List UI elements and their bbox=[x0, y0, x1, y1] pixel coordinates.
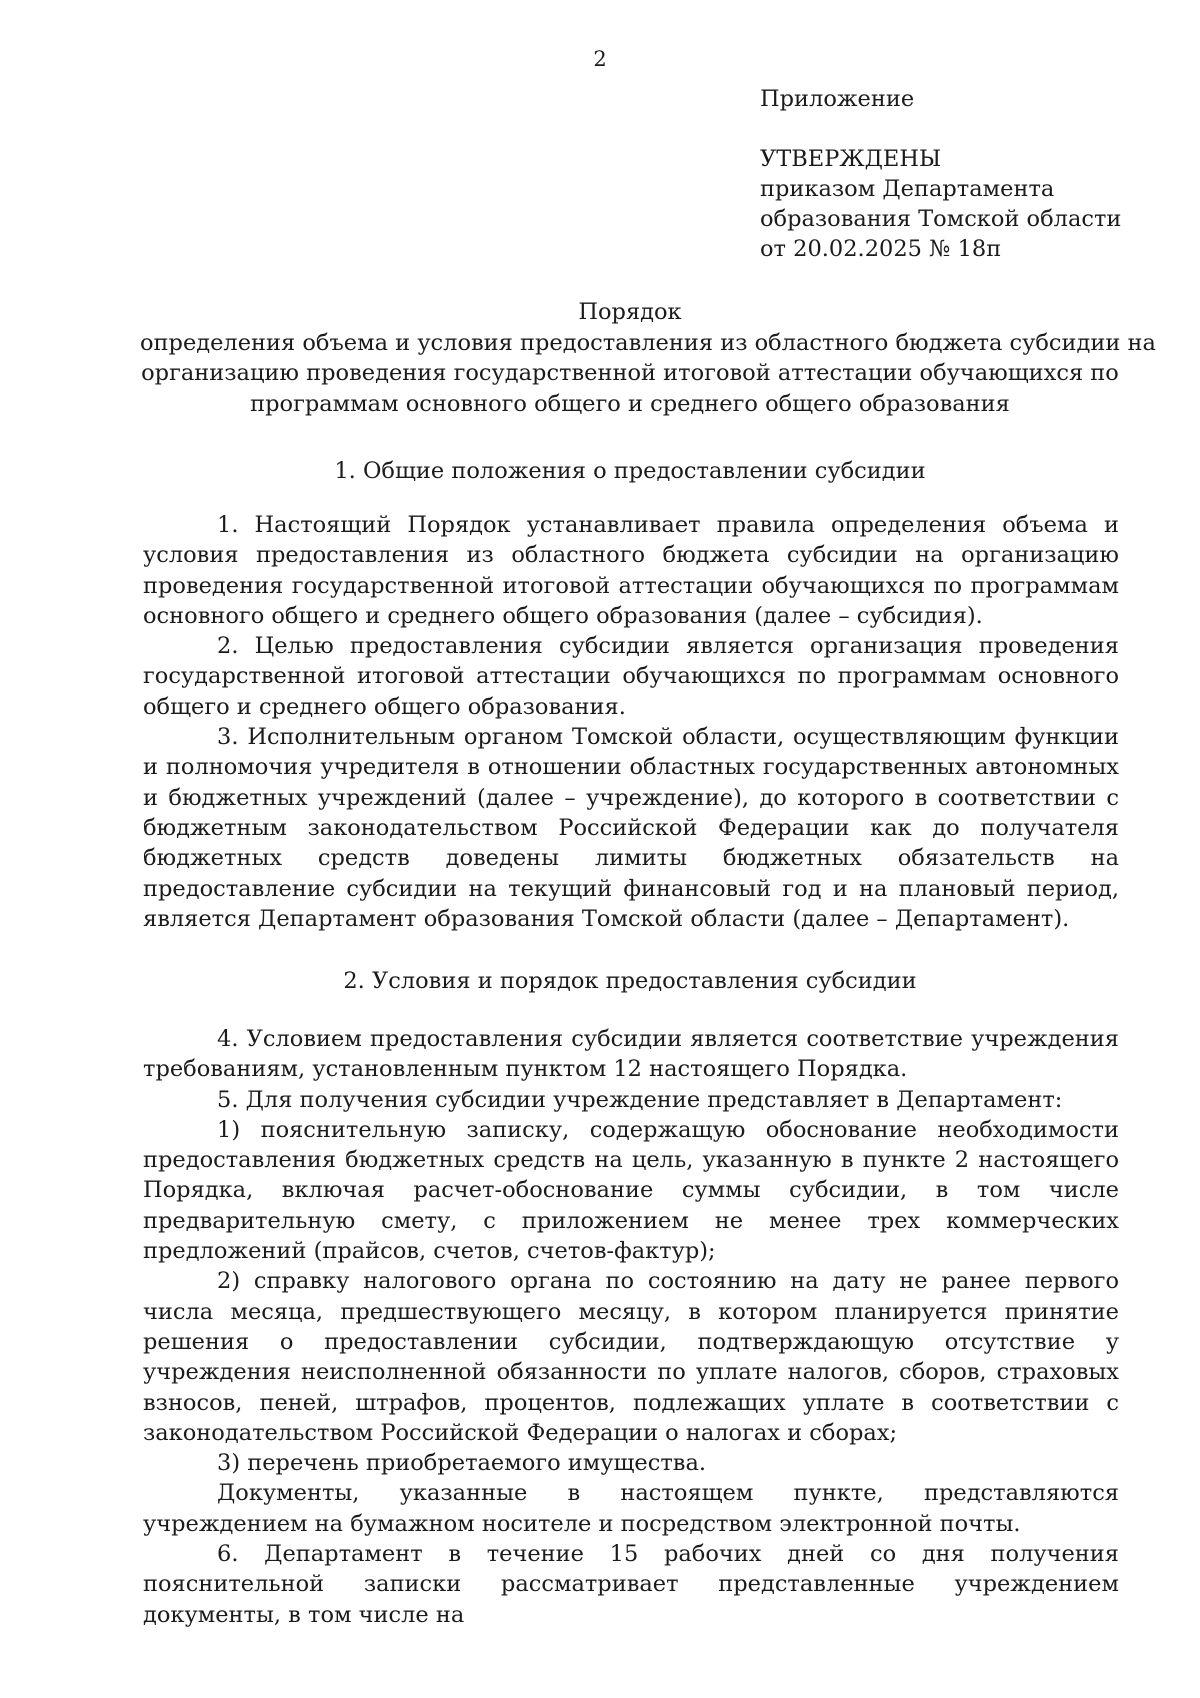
appendix-label: Приложение bbox=[760, 86, 915, 112]
paragraph-5-item-1: 1) пояснительную записку, содержащую обоснование необходимости предоставления бюджетных средств на цель, указанную в пункте 2 настоящего Порядка, включая расчет-обоснование суммы субсидии, в том числе предварительную смету, с приложением не менее трех коммерческих предложений (прайсов, счетов, счетов-фактур); bbox=[143, 1116, 1119, 1265]
paragraph-5-item-2: 2) справку налогового органа по состоянию на дату не ранее первого числа месяца, предшествующего месяцу, в котором планируется принятие решения о предоставлении субсидии, подтверждающую отсутствие у учреждения неисполненной обязанности по уплате налогов, сборов, страховых взносов, пеней, штрафов, процентов, подлежащих уплате в соответствии с законодательством Российской Федерации о налогах и сборах; bbox=[143, 1268, 1119, 1446]
title-heading: Порядок bbox=[578, 299, 682, 325]
paragraph-5-note: Документы, указанные в настоящем пункте, представляются учреждением на бумажном носителе и посредством электронной почты. bbox=[143, 1480, 1119, 1537]
paragraph-5: 5. Для получения субсидии учреждение представляет в Департамент: bbox=[217, 1086, 1063, 1113]
title-line-1: определения объема и условия предоставления из областного бюджета субсидии на bbox=[140, 329, 1156, 356]
title-line-3: программам основного общего и среднего общего образования bbox=[250, 390, 1010, 417]
approval-line-3: от 20.02.2025 № 18п bbox=[760, 236, 1002, 262]
approved-label: УТВЕРЖДЕНЫ bbox=[760, 146, 942, 172]
paragraph-1: 1. Настоящий Порядок устанавливает правила определения объема и условия предоставления из областного бюджета субсидии на организацию проведения государственной итоговой аттестации обучающихся по программам основного общего и среднего общего образования (далее – субсидия). bbox=[143, 512, 1119, 629]
paragraph-4: 4. Условием предоставления субсидии является соответствие учреждения требованиям, установленным пунктом 12 настоящего Порядка. bbox=[143, 1026, 1119, 1083]
approval-line-2: образования Томской области bbox=[760, 206, 1122, 232]
page-number: 2 bbox=[593, 47, 607, 71]
section-2-heading: 2. Условия и порядок предоставления субсидии bbox=[343, 968, 917, 994]
title-line-2: организацию проведения государственной итоговой аттестации обучающихся по bbox=[141, 360, 1119, 386]
approval-stamp-block bbox=[760, 84, 1180, 264]
approval-line-1: приказом Департамента bbox=[760, 176, 1055, 202]
section-1-heading: 1. Общие положения о предоставлении субсидии bbox=[334, 458, 926, 484]
paragraph-3: 3. Исполнительным органом Томской области, осуществляющим функции и полномочия учредителя в отношении областных государственных автономных и бюджетных учреждений (далее – учреждение), до которого в соответствии с бюджетным законодательством Российской Федерации как до получателя бюджетных средств доведены лимиты бюджетных обязательств на предоставление субсидии на текущий финансовый год и на плановый период, является Департамент образования Томской области (далее – Департамент). bbox=[143, 724, 1119, 932]
section-2-body bbox=[143, 1024, 1119, 1630]
paragraph-2: 2. Целью предоставления субсидии является организация проведения государственной итоговой аттестации обучающихся по программам основного общего и среднего общего образования. bbox=[143, 633, 1119, 720]
paragraph-6: 6. Департамент в течение 15 рабочих дней со дня получения пояснительной записки рассматривает представленные учреждением документы, в том числе на bbox=[143, 1541, 1119, 1628]
section-1-body bbox=[143, 510, 1119, 934]
paragraph-5-item-3: 3) перечень приобретаемого имущества. bbox=[217, 1450, 707, 1477]
document-title bbox=[140, 297, 1156, 419]
